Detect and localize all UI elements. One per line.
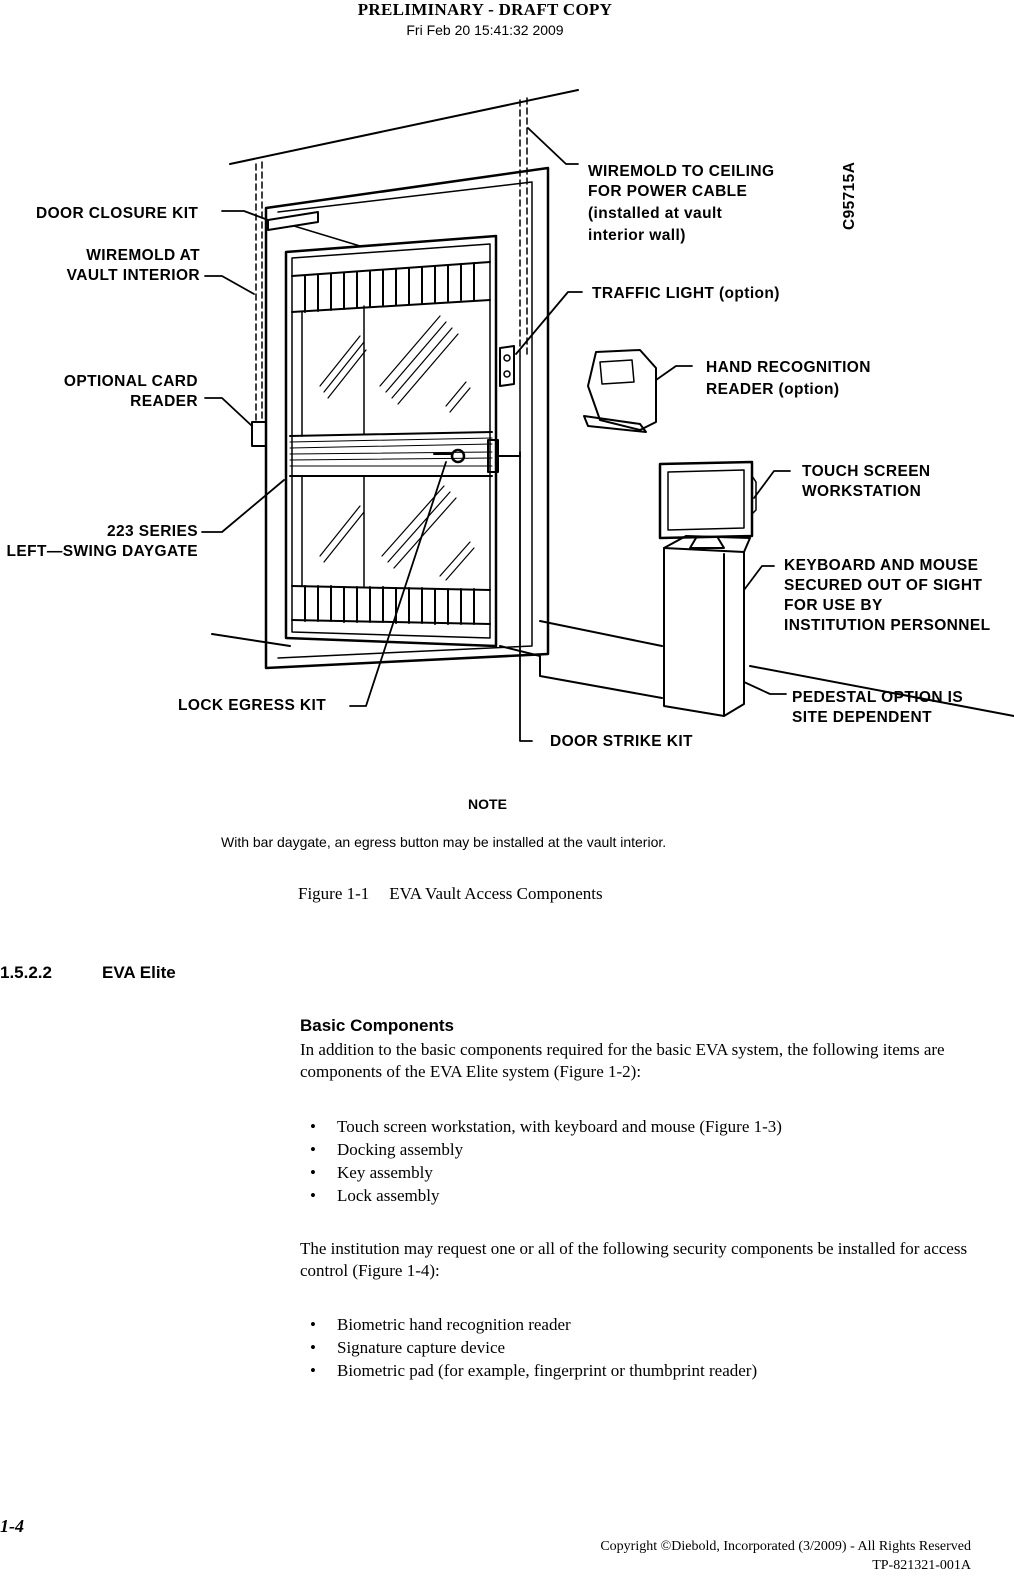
draft-header-title: PRELIMINARY - DRAFT COPY [357,0,613,19]
copyright-footer [500,1537,971,1575]
list-item: • Biometric pad (for example, fingerprint or thumbprint reader) [310,1359,757,1382]
label-hand-reader-line1: HAND RECOGNITION [706,359,871,376]
figure-caption [298,884,603,904]
label-card-reader-line1: OPTIONAL CARD [63,373,198,390]
section-heading [0,963,176,983]
label-wiremold-ceiling-line4: interior wall) [588,227,686,244]
label-daygate-line2: LEFT—SWING DAYGATE [6,543,198,560]
label-touch-screen-line1: TOUCH SCREEN [802,463,931,480]
label-traffic-light: TRAFFIC LIGHT (option) [592,285,780,302]
label-keyboard-line3: FOR USE BY [784,597,883,614]
list-item: • Signature capture device [310,1336,757,1359]
label-lock-egress-kit: LOCK EGRESS KIT [178,697,327,714]
subheading-basic-components: Basic Components [300,1016,454,1035]
label-card-reader-line2: READER [130,393,198,410]
note-text: With bar daygate, an egress button may be installed at the vault interior. [221,834,667,850]
figure-caption-number: Figure 1-1 [298,884,370,903]
draft-header-date: Fri Feb 20 15:41:32 2009 [406,22,564,38]
label-wiremold-ceiling-line2: FOR POWER CABLE [588,183,748,200]
list-item: • Docking assembly [310,1138,782,1161]
label-keyboard-line4: INSTITUTION PERSONNEL [784,617,991,634]
list-item: • Key assembly [310,1161,782,1184]
section-number: 1.5.2.2 [0,963,52,982]
list-item: • Lock assembly [310,1184,782,1207]
note-title: NOTE [468,796,507,812]
label-keyboard-line1: KEYBOARD AND MOUSE [784,557,979,574]
page-number: 1-4 [0,1516,24,1536]
list-item: • Biometric hand recognition reader [310,1313,757,1336]
vault-access-diagram [0,86,1014,766]
label-wiremold-ceiling-line3: (installed at vault [588,205,723,222]
label-wiremold-interior-line1: WIREMOLD AT [86,247,200,264]
label-door-strike-kit: DOOR STRIKE KIT [550,733,693,750]
label-wiremold-ceiling-line1: WIREMOLD TO CEILING [588,163,775,180]
intro-paragraph: In addition to the basic components required for the basic EVA system, the following items are components of the EVA Elite system (Figure 1-2): [300,1040,945,1081]
label-pedestal-line2: SITE DEPENDENT [792,709,932,726]
label-pedestal-line1: PEDESTAL OPTION IS [792,689,964,706]
label-keyboard-line2: SECURED OUT OF SIGHT [784,577,983,594]
label-wiremold-interior-line2: VAULT INTERIOR [66,267,200,284]
security-component-list [310,1313,757,1382]
list-item: • Touch screen workstation, with keyboard and mouse (Figure 1-3) [310,1115,782,1138]
label-daygate-line1: 223 SERIES [106,523,198,540]
figure-caption-title: EVA Vault Access Components [389,884,603,903]
section-title: EVA Elite [102,963,176,982]
label-hand-reader-line2: READER (option) [706,381,840,398]
copyright-text: Copyright ©Diebold, Incorporated (3/2009) - All Rights Reserved [600,1539,971,1554]
component-list [310,1115,782,1207]
label-door-closure-kit: DOOR CLOSURE KIT [36,205,199,222]
document-number: TP-821321-001A [872,1558,971,1573]
figure-code: C95715A [841,161,858,230]
label-touch-screen-line2: WORKSTATION [802,483,922,500]
security-intro-paragraph: The institution may request one or all of the following security components be installed for access control (Figure 1-4): [300,1239,968,1280]
